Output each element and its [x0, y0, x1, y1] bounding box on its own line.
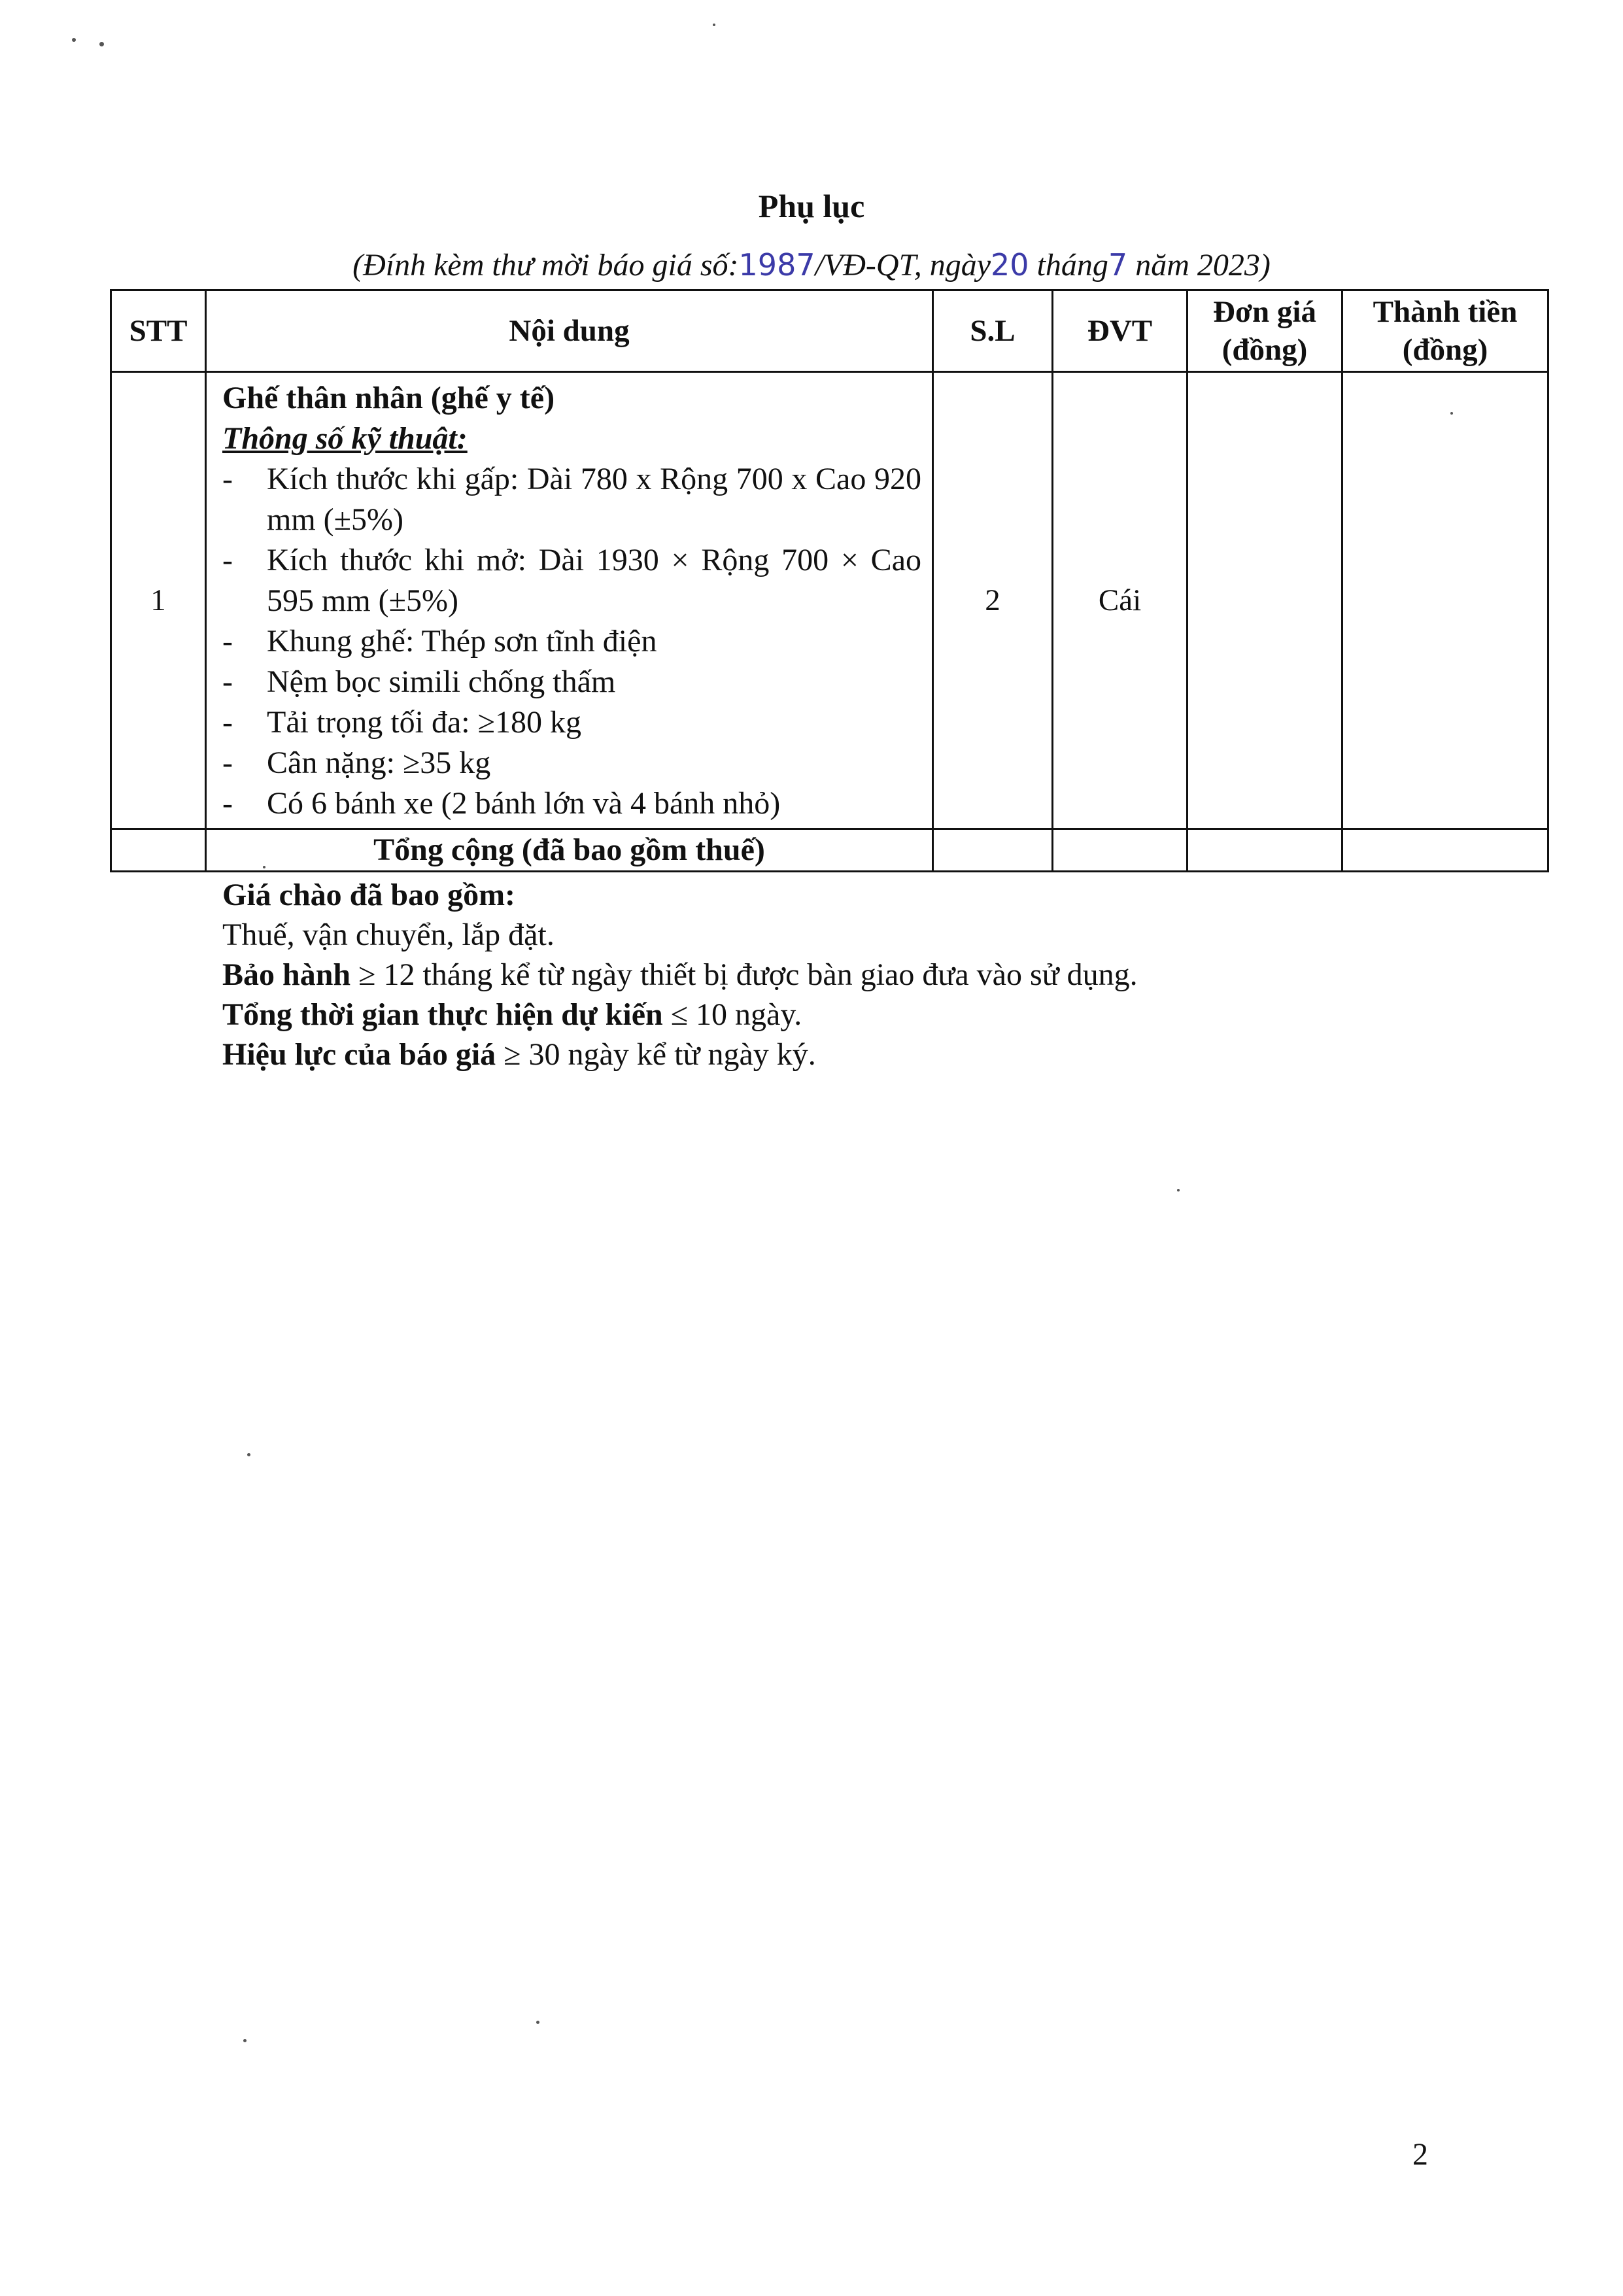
subtitle-prefix: (Đính kèm thư mời báo giá số: [352, 248, 739, 283]
validity-label: Hiệu lực của báo giá [222, 1037, 496, 1072]
column-header-stt: STT [111, 290, 206, 372]
row-unit-price [1187, 372, 1342, 829]
bullet-dash: - [222, 786, 233, 821]
warranty-line [222, 955, 1138, 995]
bullet-dash: - [222, 543, 233, 577]
warranty-text: ≥ 12 tháng kể từ ngày thiết bị được bàn giao đưa vào sử dụng. [350, 957, 1138, 992]
total-row [111, 829, 1548, 872]
total-unit-price-cell [1187, 829, 1342, 872]
total-stt-cell [111, 829, 206, 872]
duration-text: ≤ 10 ngày. [662, 997, 802, 1032]
total-amount-cell [1342, 829, 1548, 872]
bullet-dash: - [222, 462, 233, 496]
scan-speck [72, 38, 76, 42]
validity-line [222, 1035, 1138, 1074]
bullet-dash: - [222, 705, 233, 740]
spec-item: - Có 6 bánh xe (2 bánh lớn và 4 bánh nhỏ) [222, 783, 921, 824]
handwritten-day: 20 [991, 247, 1029, 283]
total-unit-cell [1053, 829, 1187, 872]
spec-item: - Khung ghế: Thép sơn tĩnh điện [222, 621, 921, 662]
subtitle-end: năm 2023) [1127, 248, 1271, 283]
spec-heading: Thông số kỹ thuật: [222, 421, 468, 456]
scan-speck [1177, 1189, 1180, 1191]
table-row [111, 372, 1548, 829]
column-header-unit: ĐVT [1053, 290, 1187, 372]
bullet-dash: - [222, 624, 233, 659]
column-header-qty: S.L [933, 290, 1053, 372]
spec-item: - Cân nặng: ≥35 kg [222, 743, 921, 783]
amount-line-1: Thành tiền [1373, 295, 1518, 329]
row-qty: 2 [933, 372, 1053, 829]
quotation-notes [222, 875, 1138, 1074]
warranty-label: Bảo hành [222, 957, 351, 992]
column-header-amount [1342, 290, 1548, 372]
scan-speck [713, 24, 715, 26]
scan-speck [243, 2039, 247, 2042]
unit-price-line-2: (đồng) [1222, 333, 1308, 367]
scan-speck [247, 1453, 250, 1456]
row-stt: 1 [111, 372, 206, 829]
column-header-content: Nội dung [206, 290, 933, 372]
bullet-dash: - [222, 745, 233, 780]
row-unit: Cái [1053, 372, 1187, 829]
quotation-table [110, 289, 1549, 872]
duration-label: Tổng thời gian thực hiện dự kiến [222, 997, 663, 1032]
scan-speck [99, 42, 104, 46]
page-number: 2 [1412, 2137, 1428, 2172]
handwritten-doc-number: 1987 [738, 247, 815, 283]
column-header-unit-price [1187, 290, 1342, 372]
subtitle-middle-2: tháng [1029, 248, 1108, 283]
page-title: Phụ lục [758, 188, 865, 224]
total-label: Tổng cộng (đã bao gồm thuế) [206, 829, 933, 872]
attachment-reference [0, 245, 1623, 285]
scan-speck [536, 2021, 539, 2024]
table-header-row [111, 290, 1548, 372]
row-amount [1342, 372, 1548, 829]
duration-line [222, 995, 1138, 1035]
spec-item: - Tải trọng tối đa: ≥180 kg [222, 702, 921, 743]
handwritten-month: 7 [1108, 247, 1128, 283]
validity-text: ≥ 30 ngày kể từ ngày ký. [496, 1037, 816, 1072]
subtitle-middle-1: /VĐ-QT, ngày [815, 248, 991, 283]
total-qty-cell [933, 829, 1053, 872]
spec-item: - Nệm bọc simili chống thấm [222, 662, 921, 702]
amount-line-2: (đồng) [1402, 333, 1488, 367]
spec-item: - Kích thước khi gấp: Dài 780 x Rộng 700 x Cao 920 mm (±5%) [222, 459, 921, 540]
spec-item: - Kích thước khi mở: Dài 1930 × Rộng 700 × Cao 595 mm (±5%) [222, 540, 921, 621]
bullet-dash: - [222, 664, 233, 699]
unit-price-line-1: Đơn giá [1213, 295, 1316, 329]
product-name: Ghế thân nhân (ghế y tế) [222, 381, 555, 415]
included-text: Thuế, vận chuyển, lắp đặt. [222, 917, 555, 952]
row-content [206, 372, 933, 829]
spec-list [222, 459, 921, 824]
included-heading: Giá chào đã bao gồm: [222, 878, 516, 912]
